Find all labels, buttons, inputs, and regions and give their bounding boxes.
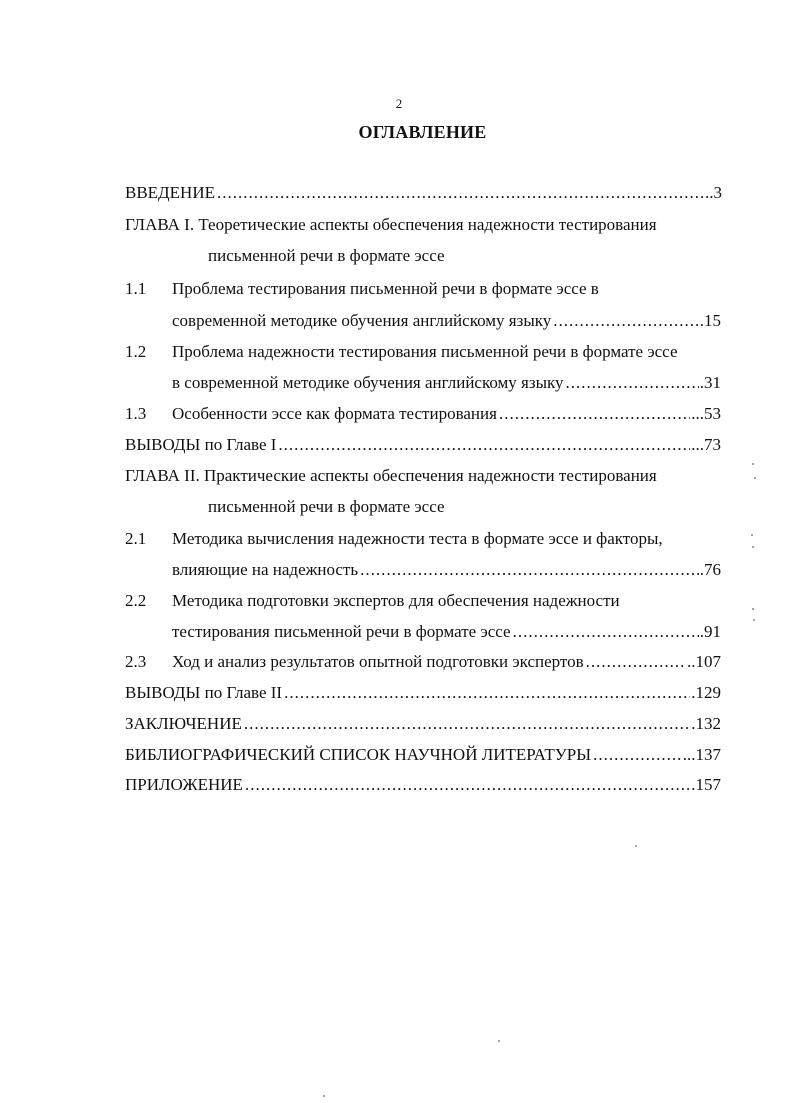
- leader-dots: [513, 622, 699, 642]
- leader-dots: [553, 311, 698, 331]
- toc-label: ВЫВОДЫ по Главе I: [125, 435, 277, 454]
- toc-label: ЗАКЛЮЧЕНИЕ: [125, 714, 242, 733]
- toc-section-2-1-line2: [172, 560, 721, 580]
- toc-label: Особенности эссе как формата тестирования: [172, 404, 497, 423]
- toc-bibliography: [125, 745, 721, 765]
- toc-section-number: 2.3: [125, 652, 147, 671]
- toc-page: .15: [699, 311, 721, 330]
- scan-speck: [752, 546, 754, 548]
- toc-page: .132: [691, 714, 721, 733]
- toc-section-2-2-line2: [172, 622, 721, 642]
- leader-dots: [245, 775, 690, 795]
- toc-page: ..107: [687, 652, 721, 671]
- toc-appendix: [125, 775, 721, 795]
- toc-label: Ход и анализ результатов опытной подготовки экспертов: [172, 652, 584, 671]
- toc-section-2-3: [172, 652, 721, 672]
- leader-dots: [278, 435, 690, 455]
- toc-section-number: 1.1: [125, 279, 147, 298]
- toc-chapter-1-line2: письменной речи в формате эссе: [208, 246, 445, 265]
- toc-label: в современной методике обучения английскому языку: [172, 373, 564, 392]
- toc-conclusion: [125, 714, 721, 734]
- toc-title: ОГЛАВЛЕНИЕ: [358, 122, 487, 142]
- scan-speck: [751, 534, 753, 536]
- toc-page: .31: [699, 373, 721, 392]
- scan-speck: [323, 1095, 325, 1097]
- toc-section-1-3: [172, 404, 721, 424]
- scan-speck: [752, 463, 754, 465]
- scan-speck: [752, 608, 754, 610]
- leader-dots: [499, 404, 690, 424]
- leader-dots: [566, 373, 699, 393]
- toc-page: .76: [699, 560, 721, 579]
- toc-page: .91: [699, 622, 721, 641]
- toc-page: .157: [691, 775, 721, 794]
- toc-chapter-2-line2: письменной речи в формате эссе: [208, 497, 445, 516]
- scan-speck: [635, 845, 637, 847]
- leader-dots: [360, 560, 699, 580]
- toc-page: ..3: [705, 183, 722, 202]
- toc-conclusions-ch1: [125, 435, 721, 455]
- leader-dots: [284, 683, 690, 703]
- toc-label: тестирования письменной речи в формате эссе: [172, 622, 511, 641]
- toc-section-2-2-line1: Методика подготовки экспертов для обеспечения надежности: [172, 591, 620, 610]
- toc-label: БИБЛИОГРАФИЧЕСКИЙ СПИСОК НАУЧНОЙ ЛИТЕРАТУРЫ: [125, 745, 592, 764]
- toc-section-2-1-line1: Методика вычисления надежности теста в формате эссе и факторы,: [172, 529, 663, 548]
- scan-speck: [498, 1040, 500, 1042]
- toc-page: ...53: [691, 404, 721, 423]
- leader-dots: [586, 652, 686, 672]
- toc-entry-intro: [125, 183, 722, 203]
- toc-section-1-2-line2: [172, 373, 721, 393]
- scan-speck: [753, 619, 755, 621]
- toc-label: ВЫВОДЫ по Главе II: [125, 683, 283, 702]
- toc-chapter-2-line1: ГЛАВА II. Практические аспекты обеспечения надежности тестирования: [125, 466, 657, 485]
- toc-label: ВВЕДЕНИЕ: [125, 183, 215, 202]
- toc-label: современной методике обучения английскому языку: [172, 311, 552, 330]
- toc-label: ПРИЛОЖЕНИЕ: [125, 775, 243, 794]
- toc-chapter-1-line1: ГЛАВА I. Теоретические аспекты обеспечения надежности тестирования: [125, 215, 657, 234]
- toc-conclusions-ch2: [125, 683, 721, 703]
- toc-section-1-1-line1: Проблема тестирования письменной речи в формате эссе в: [172, 279, 599, 298]
- page-number: 2: [395, 96, 403, 111]
- toc-page: .129: [691, 683, 721, 702]
- toc-section-number: 2.1: [125, 529, 147, 548]
- leader-dots: [593, 745, 682, 765]
- toc-label: влияющие на надежность: [172, 560, 359, 579]
- leader-dots: [217, 183, 704, 203]
- leader-dots: [244, 714, 690, 734]
- toc-section-number: 2.2: [125, 591, 147, 610]
- scan-speck: [754, 477, 756, 479]
- toc-section-1-2-line1: Проблема надежности тестирования письменной речи в формате эссе: [172, 342, 678, 361]
- toc-section-1-1-line2: [172, 311, 721, 331]
- toc-page: ...73: [691, 435, 721, 454]
- toc-page: ...137: [682, 745, 721, 764]
- toc-section-number: 1.2: [125, 342, 147, 361]
- toc-section-number: 1.3: [125, 404, 147, 423]
